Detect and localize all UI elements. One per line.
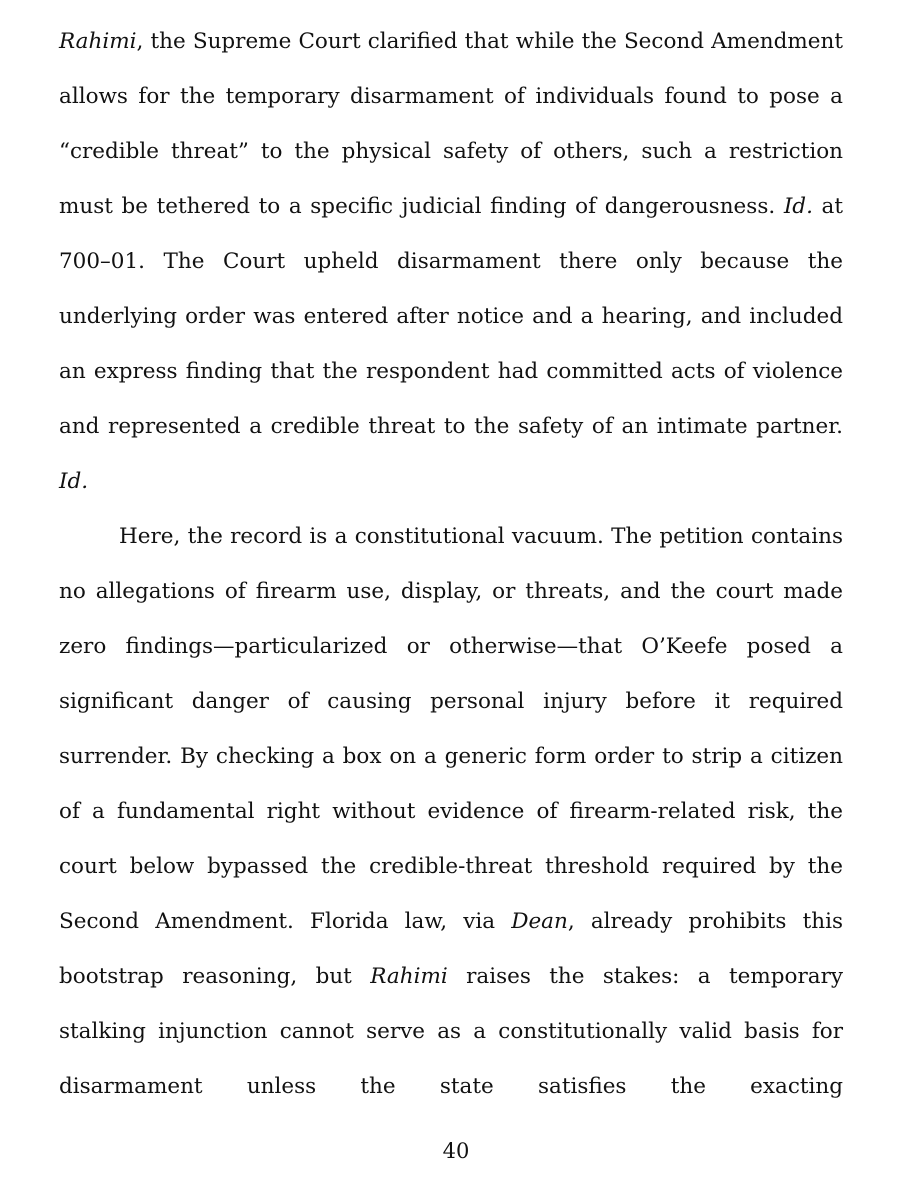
paragraph-text: at 700–01. The Court upheld disarmament there only because the underlying order was entered after notice and a hearing, and included an express finding that the respondent had committed acts of violence and represented a credible threat to the safety of an intimate partner. bbox=[59, 194, 843, 439]
paragraph-rahimi-clarification bbox=[59, 14, 843, 509]
citation-id: Id. bbox=[59, 469, 89, 494]
case-name-dean: Dean bbox=[511, 909, 568, 934]
body-text bbox=[59, 14, 843, 1114]
paragraph-text: , already prohibits this bootstrap reasoning, but bbox=[59, 909, 844, 989]
case-name-rahimi: Rahimi bbox=[370, 964, 448, 989]
case-name-rahimi: Rahimi bbox=[59, 29, 137, 54]
page-number: 40 bbox=[442, 1139, 470, 1163]
paragraph-text: , the Supreme Court clarified that while the Second Amendment allows for the temporary disarmament of individuals found to pose a “credible threat” to the physical safety of others, such a restriction must be tethered to a specific judicial finding of dangerousness. bbox=[59, 29, 843, 219]
paragraph-constitutional-vacuum bbox=[59, 509, 843, 1114]
paragraph-text: Here, the record is a constitutional vacuum. The petition contains no allegations of firearm use, display, or threats, and the court made zero findings—particularized or otherwise—that O’Keefe posed a significant danger of causing personal injury before it required surrender. By checking a box on a generic form order to strip a citizen of a fundamental right without evidence of firearm-related risk, the court below bypassed the credible-threat threshold required by the Second Amendment. Florida law, via bbox=[59, 524, 843, 934]
paragraph-text: raises the stakes: a temporary stalking injunction cannot serve as a constitutionally valid basis for disarmament unless the state satisfies the exacting bbox=[59, 964, 843, 1099]
citation-id: Id. bbox=[783, 194, 813, 219]
